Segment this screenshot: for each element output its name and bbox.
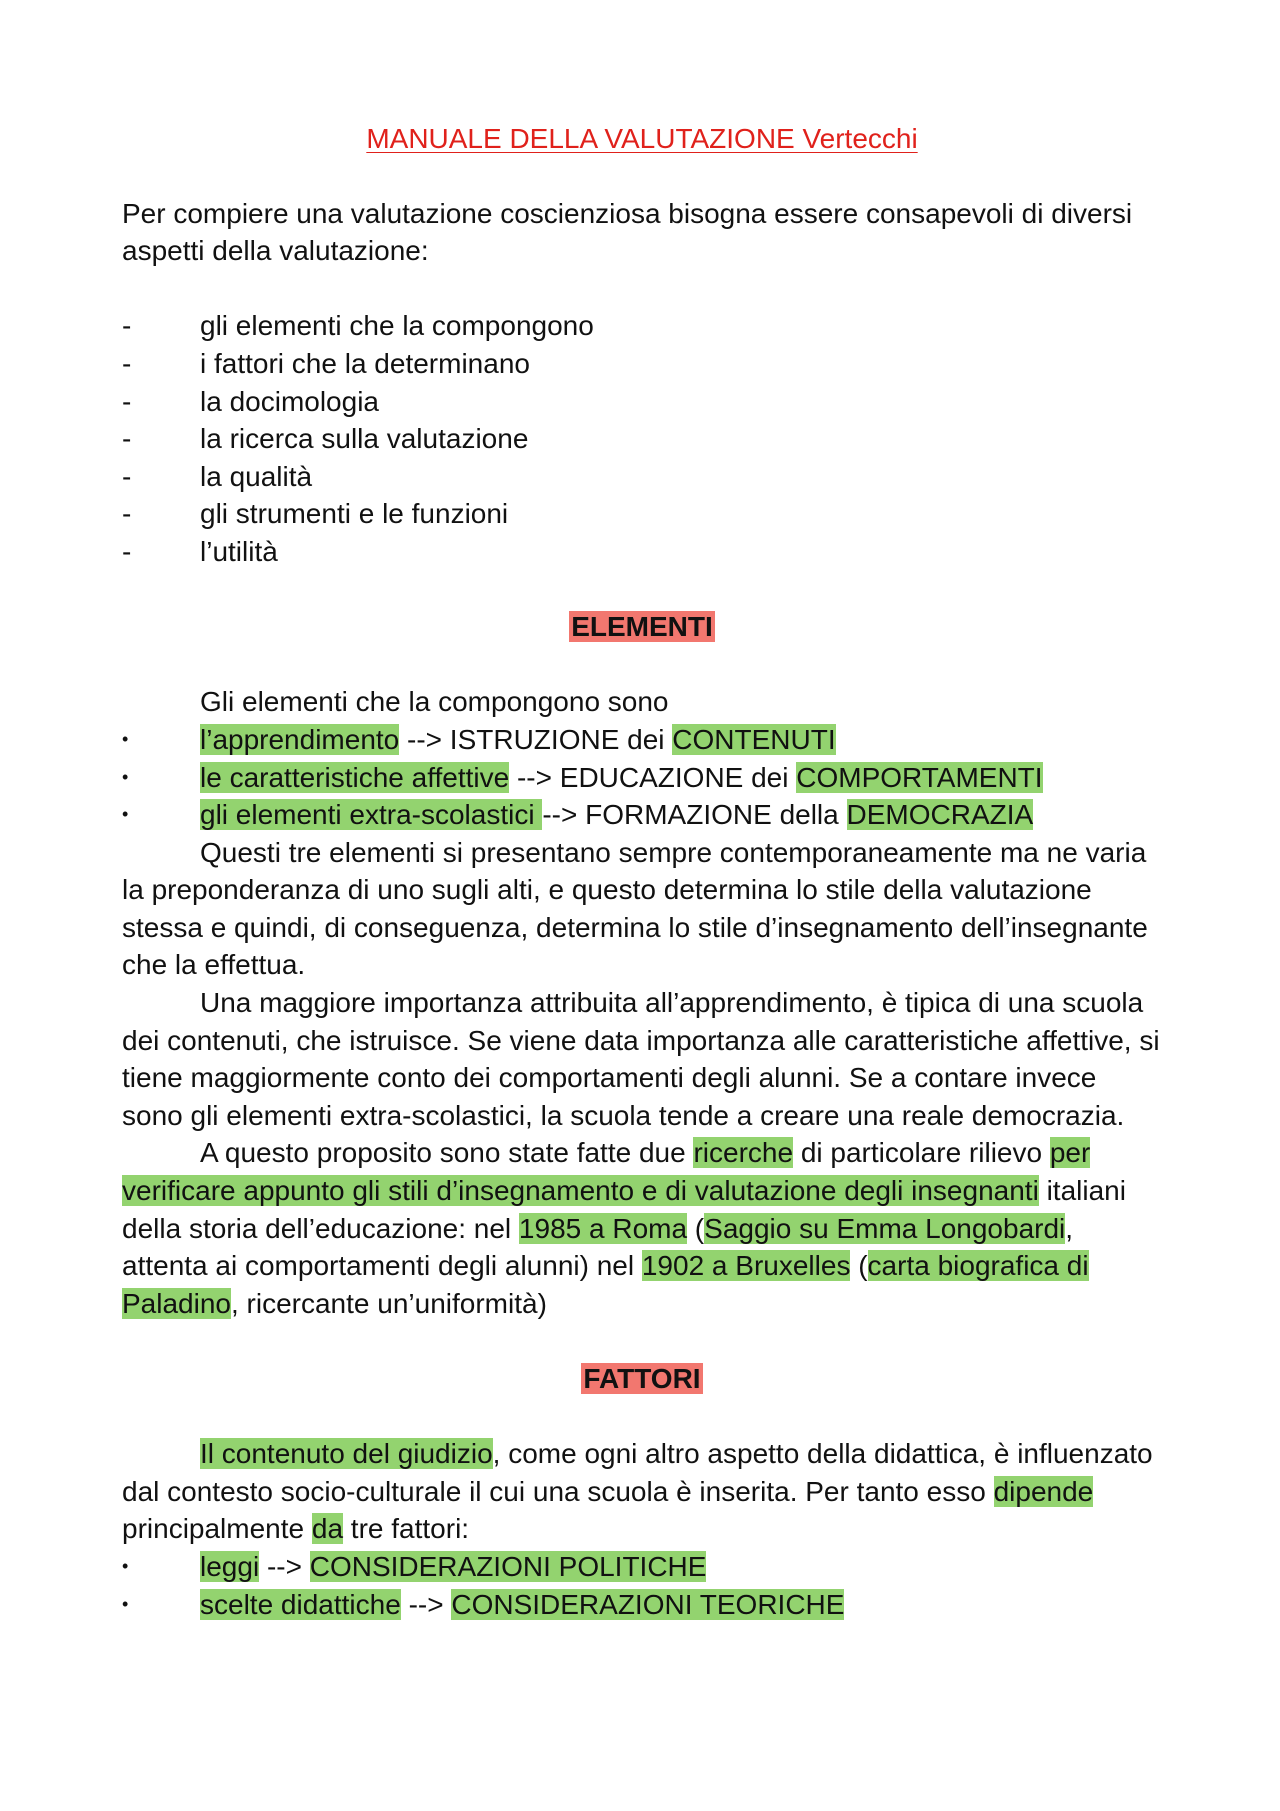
section-heading-fattori (122, 1360, 1162, 1398)
list-item (122, 495, 1162, 533)
text-run: A questo proposito sono state fatte due (200, 1137, 694, 1169)
fattori-paragraph (122, 1435, 1162, 1548)
elementi-paragraph-1: Questi tre elementi si presentano sempre contemporaneamente ma ne varia la preponderanza di uno sugli alti, e questo determina lo stile della valutazione stessa e quindi, di conseguenza, determina lo stile d’insegnamento dell’insegnante che la effettua. (122, 836, 1148, 981)
list-item (122, 796, 1162, 834)
bullet-marker: • (122, 766, 129, 787)
text-run: , attenta ai comportamenti degli alunni) nel (122, 1212, 1074, 1282)
page-title: MANUALE DELLA VALUTAZIONE Vertecchi (366, 123, 918, 154)
highlight: le caratteristiche affettive (200, 761, 510, 793)
list-item (122, 307, 1162, 345)
list-item (122, 759, 1162, 797)
list-item-text (200, 759, 1043, 797)
highlight: CONSIDERAZIONI POLITICHE (309, 1550, 707, 1582)
highlight: CONSIDERAZIONI TEORICHE (451, 1588, 845, 1620)
list-item-text: la qualità (200, 460, 313, 492)
highlight: gli elementi extra-scolastici (200, 799, 543, 831)
text-run: tre fattori: (343, 1513, 470, 1545)
intro-paragraph: Per compiere una valutazione coscienziosa bisogna essere consapevoli di diversi aspetti della valutazione: (122, 197, 1133, 267)
dash-marker: - (122, 423, 132, 455)
dash-marker: - (122, 460, 132, 492)
text-run: ( (687, 1212, 705, 1244)
highlight: CONTENUTI (672, 723, 836, 755)
highlight: scelte didattiche (200, 1588, 401, 1620)
elementi-paragraph-3 (122, 1134, 1162, 1322)
fattori-list (122, 1548, 1162, 1623)
highlight: dipende (993, 1475, 1094, 1507)
list-item (122, 1586, 1162, 1624)
list-item (122, 383, 1162, 421)
list-item (122, 345, 1162, 383)
list-item (122, 1548, 1162, 1586)
list-item (122, 721, 1162, 759)
elementi-paragraph-2: Una maggiore importanza attribuita all’apprendimento, è tipica di una scuola dei contenuti, che istruisce. Se viene data importanza alle caratteristiche affettive, si tiene maggiormente conto dei comportamenti degli alunni. Se a contare invece sono gli elementi extra-scolastici, la scuola tende a creare una reale democrazia. (122, 987, 1160, 1131)
text-run: italiani della storia dell’educazione: nel (122, 1175, 1126, 1244)
dash-marker: - (122, 347, 132, 379)
bullet-marker: • (122, 728, 129, 749)
highlight: Il contenuto del giudizio (200, 1438, 493, 1470)
highlight: 1902 a Bruxelles (641, 1250, 851, 1282)
highlight: l’apprendimento (200, 723, 400, 755)
list-item-text: la ricerca sulla valutazione (200, 423, 529, 455)
list-item (122, 533, 1162, 571)
list-item-text (200, 1586, 844, 1624)
list-item-text (200, 796, 1033, 834)
section-heading-label: FATTORI (583, 1363, 701, 1394)
highlight: Saggio su Emma Longobardi (704, 1212, 1066, 1244)
text-run: --> ISTRUZIONE dei (399, 723, 673, 755)
list-item-text: la docimologia (200, 385, 379, 417)
elementi-lead: Gli elementi che la compongono sono (200, 686, 669, 718)
list-item-text: gli strumenti e le funzioni (200, 498, 509, 530)
text-run: --> (400, 1588, 452, 1620)
text-run: principalmente (122, 1513, 312, 1545)
section-heading-label: ELEMENTI (571, 611, 713, 643)
text-run: , come ogni altro aspetto della didattica, è influenzato dal contesto socio-culturale il cui una scuola è inserita. Per tanto esso (122, 1438, 1153, 1507)
highlight: carta biografica di Paladino (122, 1250, 1089, 1319)
list-item (122, 420, 1162, 458)
text-run: di particolare rilievo (793, 1137, 1050, 1169)
text-run: --> EDUCAZIONE dei (509, 761, 797, 793)
text-run: --> (259, 1550, 310, 1582)
highlight: 1985 a Roma (518, 1212, 688, 1244)
dash-marker: - (122, 498, 132, 530)
text-run: ( (850, 1250, 868, 1282)
section-heading-elementi (122, 608, 1162, 646)
list-item-text (200, 721, 836, 759)
highlight: leggi (200, 1550, 260, 1582)
elementi-list (122, 721, 1162, 834)
highlight: DEMOCRAZIA (846, 799, 1034, 831)
list-item (122, 458, 1162, 496)
dash-marker: - (122, 310, 132, 342)
list-item-text: i fattori che la determinano (200, 347, 530, 379)
list-item-text (200, 1548, 706, 1586)
list-item-text: l’utilità (200, 535, 278, 567)
highlight: COMPORTAMENTI (796, 761, 1043, 793)
list-item-text: gli elementi che la compongono (200, 310, 594, 342)
dash-marker: - (122, 385, 132, 417)
highlight: da (311, 1513, 344, 1545)
bullet-marker: • (122, 1555, 129, 1576)
highlight: per verificare appunto gli stili d’insegnamento e di valutazione degli insegnanti (122, 1137, 1091, 1207)
bullet-marker: • (122, 1593, 129, 1614)
text-run: , ricercante un’uniformità) (230, 1287, 547, 1319)
text-run: --> FORMAZIONE della (542, 799, 847, 831)
highlight: ricerche (693, 1137, 794, 1169)
bullet-marker: • (122, 804, 129, 825)
dash-marker: - (122, 535, 132, 567)
aspects-list (122, 307, 1162, 570)
